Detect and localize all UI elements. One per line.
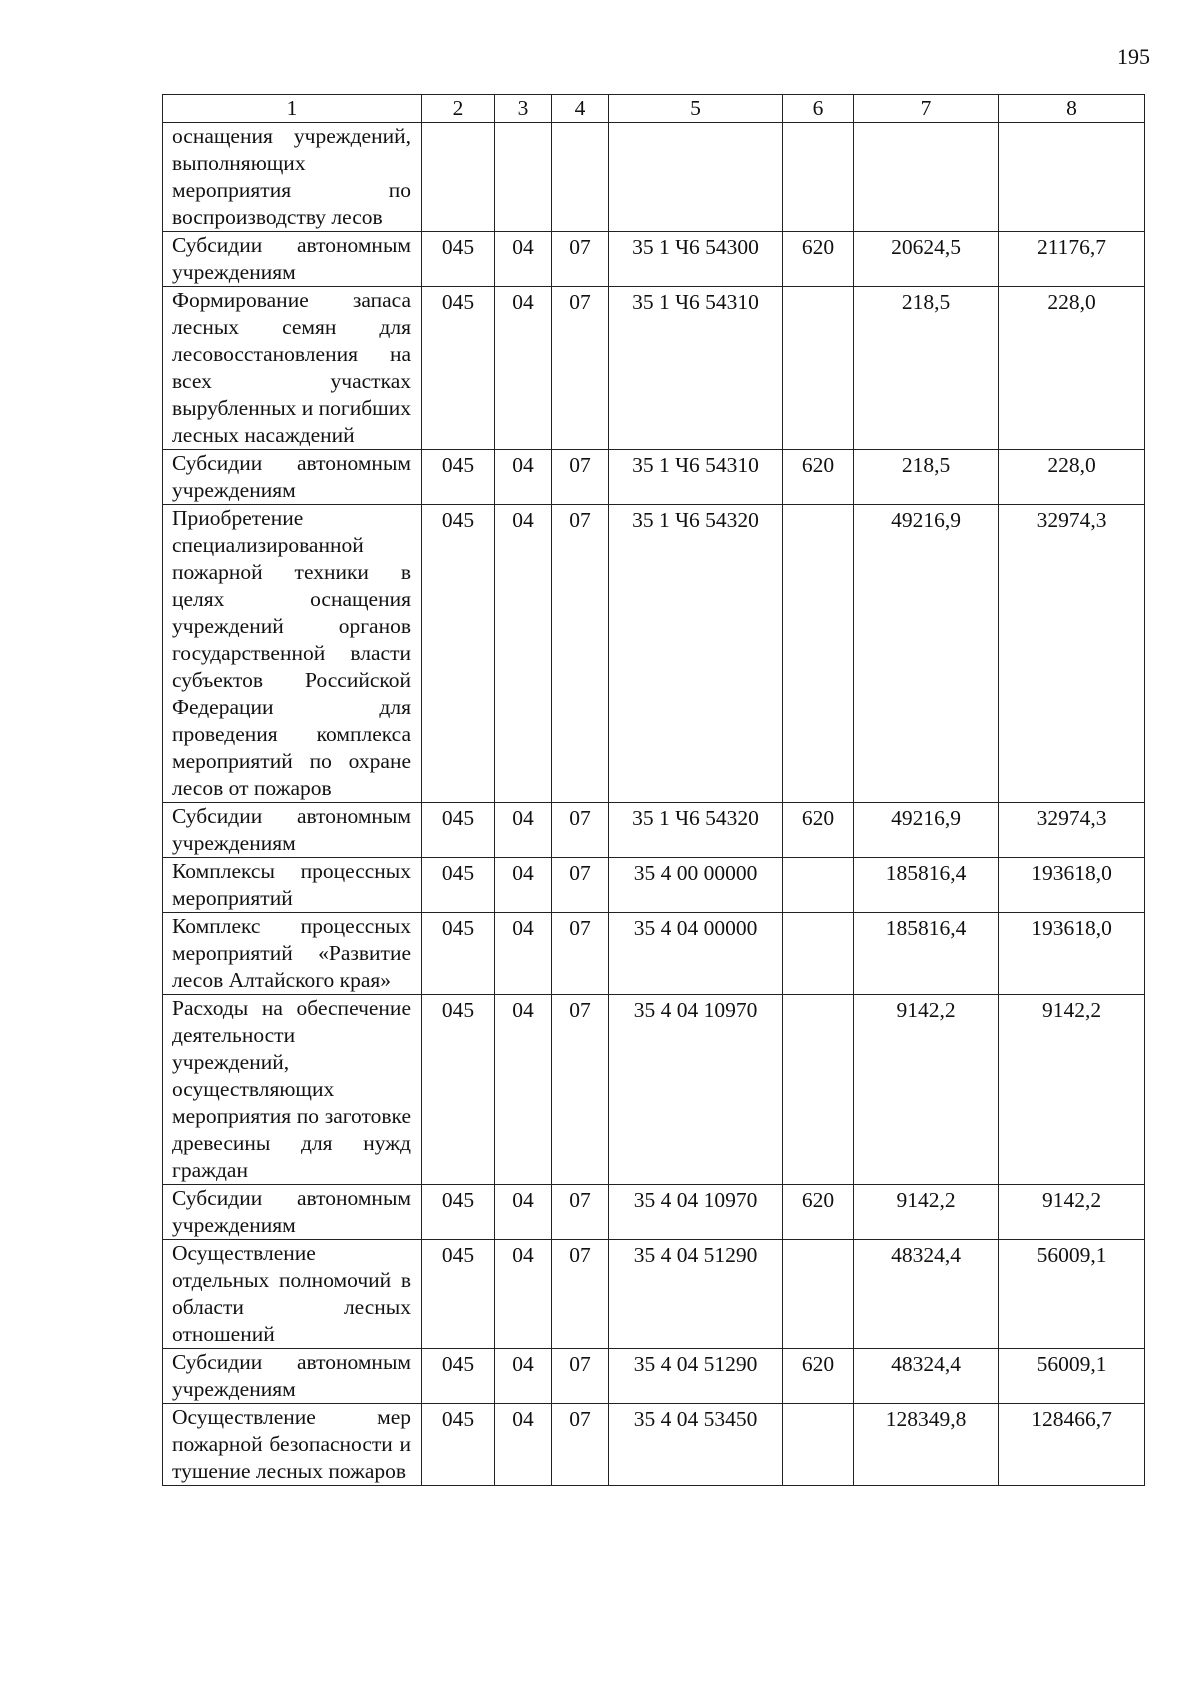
- cell-section: 04: [495, 1404, 552, 1486]
- col-header-5: 5: [609, 95, 783, 123]
- cell-expense-type: [783, 913, 854, 995]
- col-header-3: 3: [495, 95, 552, 123]
- cell-section: 04: [495, 450, 552, 505]
- cell-target-item: 35 1 Ч6 54320: [609, 505, 783, 803]
- cell-target-item: 35 1 Ч6 54310: [609, 287, 783, 450]
- cell-amount-year-1: 49216,9: [854, 505, 999, 803]
- cell-subsection: 07: [552, 450, 609, 505]
- cell-amount-year-2: 21176,7: [999, 232, 1145, 287]
- cell-target-item: 35 4 04 00000: [609, 913, 783, 995]
- col-header-6: 6: [783, 95, 854, 123]
- cell-expense-type: [783, 995, 854, 1185]
- col-header-7: 7: [854, 95, 999, 123]
- cell-subsection: 07: [552, 287, 609, 450]
- cell-admin-code: 045: [422, 1240, 495, 1349]
- col-header-1: 1: [163, 95, 422, 123]
- cell-subsection: 07: [552, 803, 609, 858]
- cell-name: Субсидии автономным учреждениям: [163, 232, 422, 287]
- table-row: [163, 858, 1145, 913]
- cell-subsection: [552, 123, 609, 232]
- cell-amount-year-1: 20624,5: [854, 232, 999, 287]
- cell-name: оснащения учреждений, выполняющих мероприятия по воспроизводству лесов: [163, 123, 422, 232]
- cell-amount-year-2: [999, 123, 1145, 232]
- table-row: [163, 450, 1145, 505]
- cell-name: Субсидии автономным учреждениям: [163, 1185, 422, 1240]
- cell-name: Расходы на обеспечение деятельности учреждений, осуществляющих мероприятия по заготовке древесины для нужд граждан: [163, 995, 422, 1185]
- col-header-8: 8: [999, 95, 1145, 123]
- cell-target-item: 35 4 04 10970: [609, 995, 783, 1185]
- budget-table: [162, 94, 1145, 1486]
- cell-amount-year-2: 128466,7: [999, 1404, 1145, 1486]
- cell-expense-type: [783, 1240, 854, 1349]
- cell-expense-type: 620: [783, 232, 854, 287]
- cell-amount-year-2: 32974,3: [999, 803, 1145, 858]
- cell-amount-year-2: 228,0: [999, 450, 1145, 505]
- cell-target-item: 35 1 Ч6 54320: [609, 803, 783, 858]
- cell-admin-code: 045: [422, 287, 495, 450]
- table-row: [163, 1185, 1145, 1240]
- cell-target-item: 35 4 04 10970: [609, 1185, 783, 1240]
- table-row: [163, 123, 1145, 232]
- cell-expense-type: [783, 287, 854, 450]
- cell-name: Субсидии автономным учреждениям: [163, 1349, 422, 1404]
- cell-admin-code: [422, 123, 495, 232]
- table-row: [163, 1349, 1145, 1404]
- cell-admin-code: 045: [422, 1349, 495, 1404]
- cell-name: Комплекс процессных мероприятий «Развитие лесов Алтайского края»: [163, 913, 422, 995]
- cell-amount-year-1: 185816,4: [854, 858, 999, 913]
- table-row: [163, 505, 1145, 803]
- cell-admin-code: 045: [422, 232, 495, 287]
- cell-subsection: 07: [552, 913, 609, 995]
- cell-expense-type: 620: [783, 1349, 854, 1404]
- cell-amount-year-1: [854, 123, 999, 232]
- cell-name: Приобретение специализированной пожарной техники в целях оснащения учреждений органов государственной власти субъектов Российской Федерации для проведения комплекса мероприятий по охране лесов от пожаров: [163, 505, 422, 803]
- cell-expense-type: [783, 123, 854, 232]
- cell-target-item: [609, 123, 783, 232]
- cell-section: 04: [495, 1185, 552, 1240]
- cell-subsection: 07: [552, 232, 609, 287]
- cell-amount-year-1: 128349,8: [854, 1404, 999, 1486]
- cell-subsection: 07: [552, 1185, 609, 1240]
- header-row: [163, 95, 1145, 123]
- cell-admin-code: 045: [422, 1404, 495, 1486]
- cell-section: 04: [495, 913, 552, 995]
- cell-name: Осуществление отдельных полномочий в области лесных отношений: [163, 1240, 422, 1349]
- cell-section: 04: [495, 232, 552, 287]
- cell-name: Субсидии автономным учреждениям: [163, 450, 422, 505]
- cell-expense-type: [783, 505, 854, 803]
- cell-section: 04: [495, 995, 552, 1185]
- cell-subsection: 07: [552, 1404, 609, 1486]
- table-row: [163, 995, 1145, 1185]
- cell-amount-year-2: 9142,2: [999, 995, 1145, 1185]
- cell-subsection: 07: [552, 1349, 609, 1404]
- cell-target-item: 35 4 04 53450: [609, 1404, 783, 1486]
- cell-admin-code: 045: [422, 913, 495, 995]
- cell-admin-code: 045: [422, 858, 495, 913]
- cell-expense-type: [783, 858, 854, 913]
- cell-name: Формирование запаса лесных семян для лесовосстановления на всех участках вырубленных и погибших лесных насаждений: [163, 287, 422, 450]
- cell-amount-year-1: 9142,2: [854, 995, 999, 1185]
- cell-section: 04: [495, 1349, 552, 1404]
- table-row: [163, 1240, 1145, 1349]
- cell-section: 04: [495, 1240, 552, 1349]
- cell-target-item: 35 4 04 51290: [609, 1240, 783, 1349]
- cell-expense-type: 620: [783, 450, 854, 505]
- cell-target-item: 35 4 00 00000: [609, 858, 783, 913]
- cell-section: 04: [495, 858, 552, 913]
- cell-amount-year-1: 48324,4: [854, 1240, 999, 1349]
- table-row: [163, 287, 1145, 450]
- cell-subsection: 07: [552, 505, 609, 803]
- col-header-4: 4: [552, 95, 609, 123]
- cell-amount-year-1: 185816,4: [854, 913, 999, 995]
- cell-admin-code: 045: [422, 995, 495, 1185]
- cell-amount-year-2: 228,0: [999, 287, 1145, 450]
- cell-amount-year-1: 9142,2: [854, 1185, 999, 1240]
- cell-admin-code: 045: [422, 505, 495, 803]
- cell-amount-year-1: 48324,4: [854, 1349, 999, 1404]
- cell-admin-code: 045: [422, 1185, 495, 1240]
- cell-subsection: 07: [552, 995, 609, 1185]
- cell-expense-type: 620: [783, 1185, 854, 1240]
- table-body: [163, 123, 1145, 1486]
- table-row: [163, 1404, 1145, 1486]
- cell-amount-year-2: 56009,1: [999, 1240, 1145, 1349]
- cell-subsection: 07: [552, 858, 609, 913]
- cell-section: [495, 123, 552, 232]
- cell-name: Субсидии автономным учреждениям: [163, 803, 422, 858]
- cell-amount-year-2: 193618,0: [999, 913, 1145, 995]
- cell-name: Осуществление мер пожарной безопасности и тушение лесных пожаров: [163, 1404, 422, 1486]
- cell-amount-year-2: 32974,3: [999, 505, 1145, 803]
- page-number: 195: [1117, 44, 1150, 69]
- cell-amount-year-1: 218,5: [854, 450, 999, 505]
- cell-amount-year-1: 218,5: [854, 287, 999, 450]
- cell-target-item: 35 1 Ч6 54310: [609, 450, 783, 505]
- cell-admin-code: 045: [422, 450, 495, 505]
- cell-amount-year-2: 56009,1: [999, 1349, 1145, 1404]
- cell-amount-year-2: 193618,0: [999, 858, 1145, 913]
- cell-amount-year-1: 49216,9: [854, 803, 999, 858]
- cell-admin-code: 045: [422, 803, 495, 858]
- table-row: [163, 803, 1145, 858]
- col-header-2: 2: [422, 95, 495, 123]
- table-row: [163, 913, 1145, 995]
- cell-name: Комплексы процессных мероприятий: [163, 858, 422, 913]
- cell-section: 04: [495, 505, 552, 803]
- table-row: [163, 232, 1145, 287]
- cell-expense-type: [783, 1404, 854, 1486]
- cell-target-item: 35 4 04 51290: [609, 1349, 783, 1404]
- cell-section: 04: [495, 287, 552, 450]
- cell-amount-year-2: 9142,2: [999, 1185, 1145, 1240]
- cell-target-item: 35 1 Ч6 54300: [609, 232, 783, 287]
- cell-section: 04: [495, 803, 552, 858]
- cell-subsection: 07: [552, 1240, 609, 1349]
- cell-expense-type: 620: [783, 803, 854, 858]
